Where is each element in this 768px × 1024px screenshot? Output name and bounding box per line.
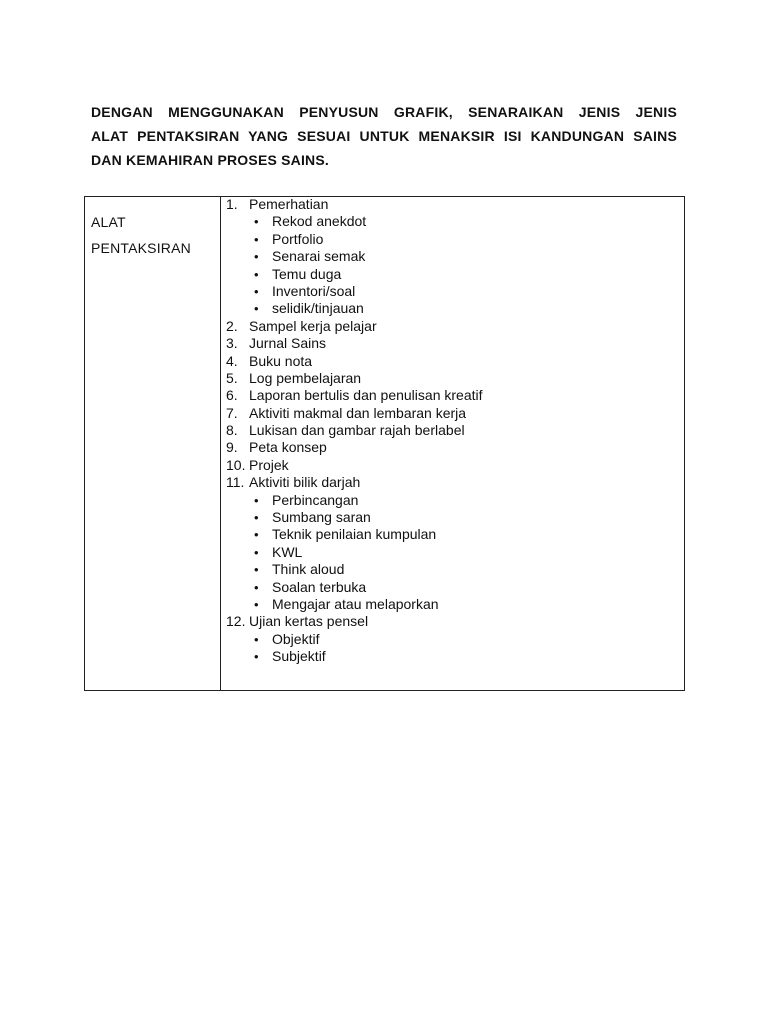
label-line-2: PENTAKSIRAN <box>91 240 191 256</box>
list-item-text: Ujian kertas pensel <box>249 613 369 630</box>
bullet-icon: • <box>254 283 259 299</box>
sub-list-item-text: Perbincangan <box>272 491 359 508</box>
bullet-icon: • <box>254 214 259 230</box>
list-item-number: 2. <box>226 317 238 334</box>
list-item-number: 10. <box>226 456 246 473</box>
bullet-icon: • <box>254 492 259 508</box>
sub-list-item-text: Teknik penilaian kumpulan <box>272 526 437 543</box>
sub-list-item-text: Objektif <box>272 630 320 647</box>
bullet-icon: • <box>254 510 259 526</box>
list-item-number: 6. <box>226 387 238 404</box>
list-item-text: Projek <box>249 456 289 473</box>
list-item-text: Lukisan dan gambar rajah berlabel <box>249 422 465 439</box>
list-item-number: 4. <box>226 352 238 369</box>
list-item-number: 9. <box>226 439 238 456</box>
list-item-number: 11. <box>226 474 245 491</box>
label-line-1: ALAT <box>91 214 126 230</box>
sub-list-item-text: KWL <box>272 543 303 560</box>
bullet-icon: • <box>254 631 259 647</box>
heading-line-3: DAN KEMAHIRAN PROSES SAINS. <box>91 152 329 168</box>
sub-list-item-text: Subjektif <box>272 648 326 665</box>
list-item-number: 5. <box>226 369 238 386</box>
sub-list-item-text: Think aloud <box>272 561 345 578</box>
sub-list-item-text: Senarai semak <box>272 248 366 265</box>
list-item-text: Jurnal Sains <box>249 335 327 352</box>
list-item-text: Aktiviti makmal dan lembaran kerja <box>249 404 467 421</box>
sub-list-item-text: Soalan terbuka <box>272 578 367 595</box>
sub-list-item-text: Temu duga <box>272 265 342 282</box>
document-heading <box>91 100 677 172</box>
heading-line-2: ALAT PENTAKSIRAN YANG SESUAI UNTUK MENAKSIR ISI KANDUNGAN SAINS <box>91 128 677 144</box>
bullet-icon: • <box>254 649 259 665</box>
list-item-text: Peta konsep <box>249 439 327 456</box>
sub-list-item-text: Sumbang saran <box>272 509 371 526</box>
bullet-icon: • <box>254 301 259 317</box>
sub-list-item-text: Portfolio <box>272 230 324 247</box>
bullet-icon: • <box>254 544 259 560</box>
bullet-icon: • <box>254 596 259 612</box>
bullet-icon: • <box>254 562 259 578</box>
sub-list-item-text: Mengajar atau melaporkan <box>272 595 439 612</box>
list-item-text: Laporan bertulis dan penulisan kreatif <box>249 387 483 404</box>
list-item-text: Aktiviti bilik darjah <box>249 474 361 491</box>
list-item-number: 7. <box>226 404 238 421</box>
sub-list-item-text: Inventori/soal <box>272 282 356 299</box>
list-item-number: 8. <box>226 422 238 439</box>
list-item-text: Buku nota <box>249 352 313 369</box>
sub-list-item-text: selidik/tinjauan <box>272 300 364 317</box>
bullet-icon: • <box>254 527 259 543</box>
heading-line-1: DENGAN MENGGUNAKAN PENYUSUN GRAFIK, SENARAIKAN JENIS JENIS <box>91 104 677 120</box>
bullet-icon: • <box>254 266 259 282</box>
assessment-table <box>84 196 685 691</box>
list-item-number: 12. <box>226 613 246 630</box>
bullet-icon: • <box>254 231 259 247</box>
bullet-icon: • <box>254 579 259 595</box>
sub-list-item-text: Rekod anekdot <box>272 213 367 230</box>
table-row-label <box>91 209 191 261</box>
list-item-number: 1. <box>226 196 238 212</box>
list-item-text: Log pembelajaran <box>249 369 362 386</box>
table-column-divider <box>220 196 221 691</box>
list-item-text: Pemerhatian <box>249 196 329 212</box>
list-item-number: 3. <box>226 335 238 352</box>
list-item-text: Sampel kerja pelajar <box>249 317 377 334</box>
bullet-icon: • <box>254 249 259 265</box>
